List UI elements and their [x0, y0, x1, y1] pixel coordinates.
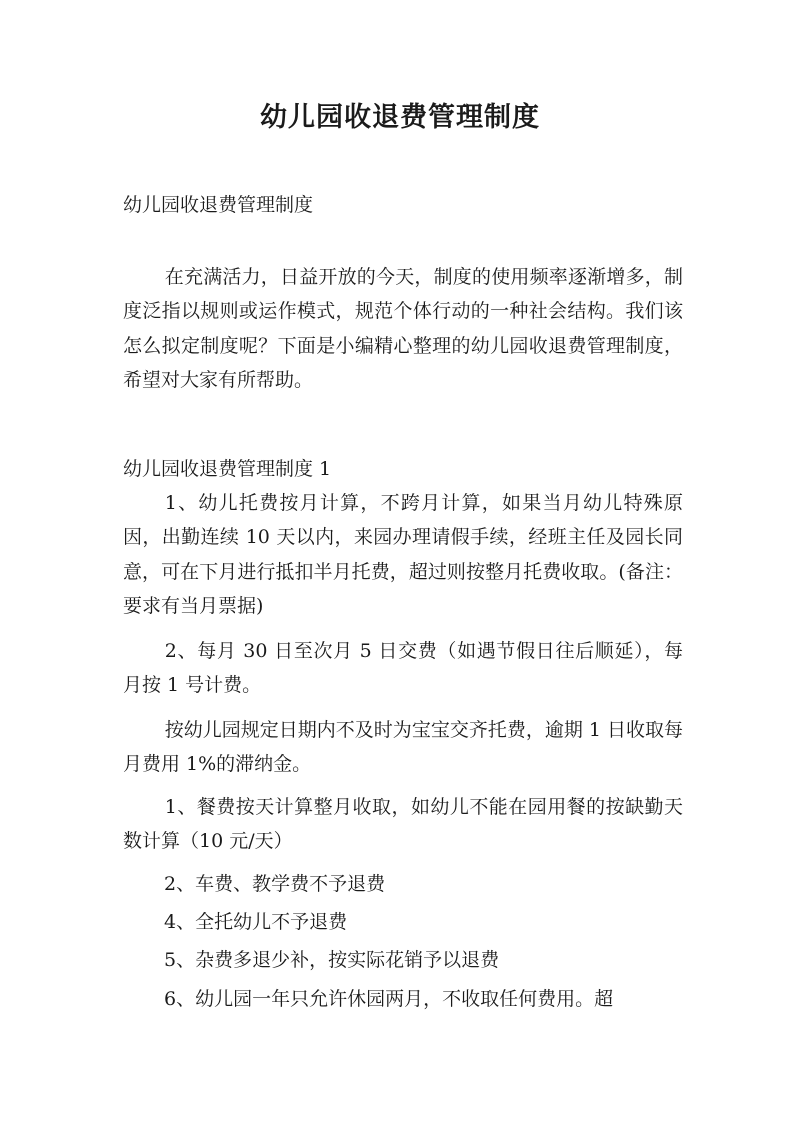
list-item-leave-policy: 6、幼儿园一年只允许休园两月，不收取任何费用。超 [164, 988, 614, 1010]
paragraph-payment-date: 2、每月 30 日至次月 5 日交费（如遇节假日往后顺延），每月按 1 号计费。 [123, 640, 683, 697]
section-heading: 幼儿园收退费管理制度 1 [123, 458, 332, 480]
paragraph-monthly-fee: 1、幼儿托费按月计算，不跨月计算，如果当月幼儿特殊原因，出勤连续 10 天以内，来园办理请假手续，经班主任及园长同意，可在下月进行抵扣半月托费，超过则按整月托费收取。(备注：要求有当月票据) [123, 492, 683, 617]
paragraph-late-fee: 按幼儿园规定日期内不及时为宝宝交齐托费，逾期 1 日收取每月费用 1%的滞纳金。 [123, 719, 683, 776]
document-title: 幼儿园收退费管理制度 [260, 102, 540, 133]
list-item-misc-fee: 5、杂费多退少补，按实际花销予以退费 [164, 949, 500, 971]
document-subtitle: 幼儿园收退费管理制度 [123, 194, 314, 216]
paragraph-meal-fee: 1、餐费按天计算整月收取，如幼儿不能在园用餐的按缺勤天数计算（10 元/天） [123, 796, 683, 853]
list-item-boarding: 4、全托幼儿不予退费 [164, 911, 348, 933]
intro-paragraph: 在充满活力，日益开放的今天，制度的使用频率逐渐增多，制度泛指以规则或运作模式，规范个体行动的一种社会结构。我们该怎么拟定制度呢？下面是小编精心整理的幼儿园收退费管理制度，希望对大家有所帮助。 [123, 266, 683, 391]
list-item-bus-fee: 2、车费、教学费不予退费 [164, 873, 386, 895]
